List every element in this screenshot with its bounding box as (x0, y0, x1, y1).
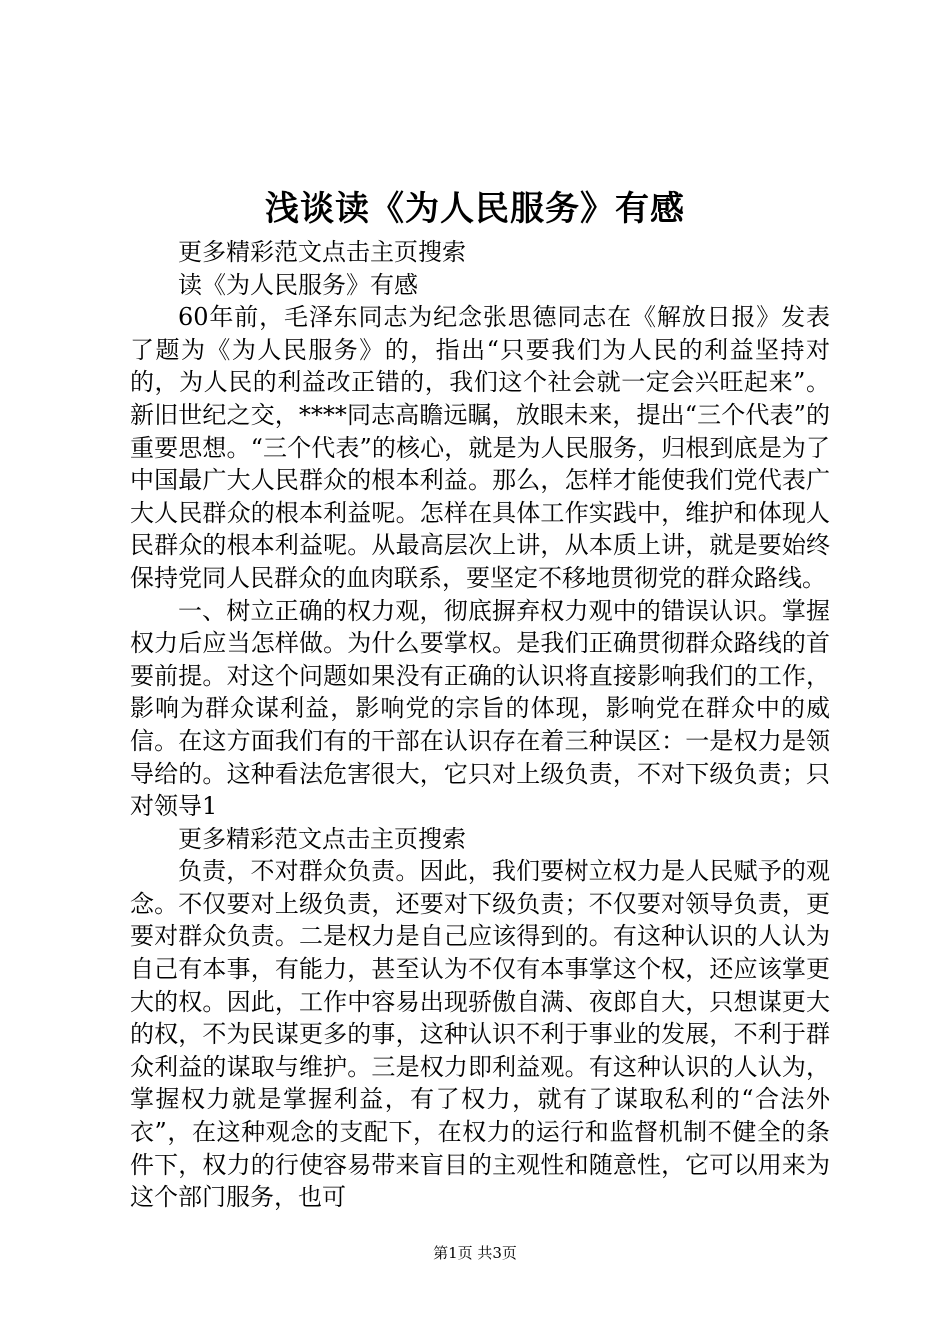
promo-line: 更多精彩范文点击主页搜索 (178, 238, 466, 266)
promo-line: 更多精彩范文点击主页搜索 (178, 824, 466, 853)
document-title: 浅谈读《为人民服务》有感 (265, 189, 685, 229)
document-body (130, 236, 830, 1214)
subtitle-line: 读《为人民服务》有感 (178, 270, 418, 299)
paragraph: 60年前，毛泽东同志为纪念张思德同志在《解放日报》发表了题为《为人民服务》的，指出“只要我们为人民的利益坚持对的，为人民的利益改正错的，我们这个社会就一定会兴旺起来”。新旧世纪之交，****同志高瞻远瞩，放眼未来，提出“三个代表”的重要思想。“三个代表”的核心，就是为人民服务，归根到底是为了中国最广大人民群众的根本利益。那么，怎样才能使我们党代表广大人民群众的根本利益呢。怎样在具体工作实践中，维护和体现人民群众的根本利益呢。从最高层次上讲，从本质上讲，就是要始终保持党同人民群众的血肉联系，要坚定不移地贯彻党的群众路线。 (130, 303, 830, 592)
paragraph: 负责，不对群众负责。因此，我们要树立权力是人民赋予的观念。不仅要对上级负责，还要对下级负责；不仅要对领导负责，更要对群众负责。二是权力是自己应该得到的。有这种认识的人认为自己有本事，有能力，甚至认为不仅有本事掌这个权，还应该掌更大的权。因此，工作中容易出现骄傲自满、夜郎自大，只想谋更大的权，不为民谋更多的事，这种认识不利于事业的发展，不利于群众利益的谋取与维护。三是权力即利益观。有这种认识的人认为，掌握权力就是掌握利益，有了权力，就有了谋取私利的“合法外衣”，在这种观念的支配下，在权力的运行和监督机制不健全的条件下，权力的行使容易带来盲目的主观性和随意性，它可以用来为这个部门服务，也可 (130, 857, 830, 1212)
page-footer: 第1页 共3页 (433, 1244, 517, 1262)
paragraph: 一、树立正确的权力观，彻底摒弃权力观中的错误认识。掌握权力后应当怎样做。为什么要掌权。是我们正确贯彻群众路线的首要前提。对这个问题如果没有正确的认识将直接影响我们的工作，影响为群众谋利益，影响党的宗旨的体现，影响党在群众中的威信。在这方面我们有的干部在认识存在着三种误区：一是权力是领导给的。这种看法危害很大，它只对上级负责，不对下级负责；只对领导1 (130, 596, 830, 821)
